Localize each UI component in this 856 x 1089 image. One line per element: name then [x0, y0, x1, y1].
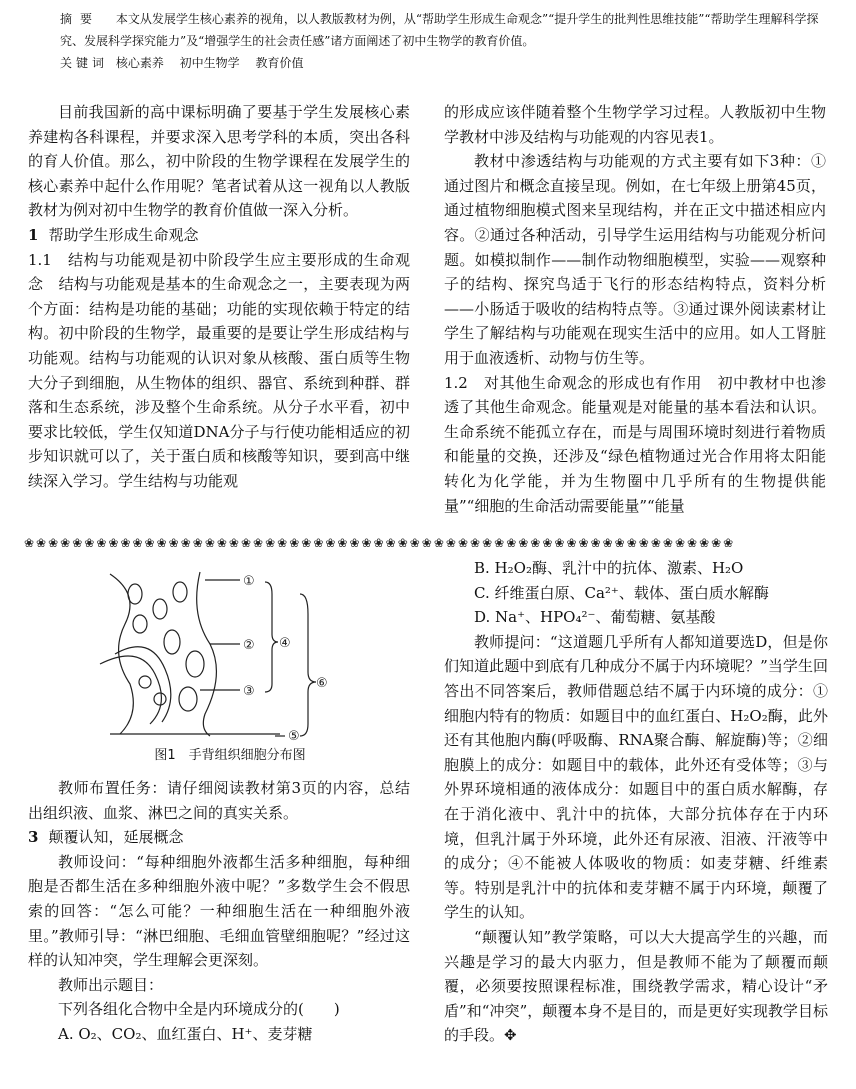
option-c: C. 纤维蛋白原、Ca²⁺、载体、蛋白质水解酶: [474, 583, 769, 602]
vessel-outline: [100, 656, 161, 724]
section-title: 颠覆认知，延展概念: [48, 828, 184, 847]
paragraph: 的形成应该伴随着整个生物学学习过程。人教版初中生物学教材中涉及结构与功能观的内容见表1。: [444, 103, 826, 146]
section-title: 帮助学生形成生命观念: [48, 225, 199, 244]
bracket: [265, 582, 278, 692]
section-1-heading: [28, 223, 410, 248]
cell: [153, 599, 167, 619]
cell: [139, 676, 151, 688]
intro-paragraph: 目前我国新的高中课标明确了要基于学生发展核心素养建构各科课程，并要求深入思考学科的本质，突出各科的育人价值。那么，初中阶段的生物学课程在发展学生的核心素养中起什么作用呢？笔者试着从这一视角以人教版教材为例对初中生物学的教育价值做一深入分析。: [28, 103, 410, 220]
abstract-text: 本文从发展学生核心素养的视角，以人教版教材为例，从“帮助学生形成生命观念”“提升学生的批判性思维技能”“帮助学生理解科学探究、发展科学探究能力”及“增强学生的社会责任感”诸方面阐述了初中生物学的教育价值。: [60, 12, 819, 48]
paragraph: 教师布置任务：请仔细阅读教材第3页的内容，总结出组织液、血浆、淋巴之间的真实关系。: [28, 779, 410, 822]
tissue-outline: [197, 572, 217, 736]
option-d: D. Na⁺、HPO₄²⁻、葡萄糖、氨基酸: [474, 608, 716, 627]
bottom-right-column: [444, 556, 828, 1048]
option-a: A. O₂、CO₂、血红蛋白、H⁺、麦芽糖: [58, 1024, 313, 1043]
end-mark-icon: ✥: [504, 1026, 517, 1045]
section-number: 1: [28, 225, 39, 244]
keywords-line: [60, 52, 820, 74]
decorative-separator: ❀❀❀❀❀❀❀❀❀❀❀❀❀❀❀❀❀❀❀❀❀❀❀❀❀❀❀❀❀❀❀❀❀❀❀❀❀❀❀❀❀❀❀❀❀❀❀❀❀❀❀❀❀❀❀❀❀❀❀: [24, 536, 736, 550]
figure-label: ⑤: [288, 729, 300, 742]
option-b: B. H₂O₂酶、乳汁中的抗体、激素、H₂O: [474, 559, 744, 577]
figure-label: ⑥: [316, 676, 328, 691]
cell: [128, 584, 142, 604]
paragraph: 教师出示题目：: [58, 975, 164, 994]
cell: [164, 630, 180, 654]
abstract-block: [60, 8, 820, 74]
abstract-line: [60, 8, 820, 52]
keyword: 初中生物学: [179, 56, 240, 70]
section-number: 3: [28, 828, 39, 847]
paragraph: 教师设问：“每种细胞外液都生活多种细胞，每种细胞是否都生活在多种细胞外液中呢？”多数学生会不假思索的回答：“怎么可能？一种细胞生活在一种细胞外液里。”教师引导：“淋巴细胞、毛细血管壁细胞呢？”经过这样的认知冲突，学生理解会更深刻。: [28, 852, 410, 970]
abstract-label: 摘要: [60, 12, 101, 26]
tissue-outline: [110, 574, 133, 734]
cell: [154, 693, 166, 705]
keyword: 教育价值: [255, 56, 304, 70]
figure-label: ④: [279, 636, 291, 651]
section-1-1-paragraph: 1.1 结构与功能观是初中阶段学生应主要形成的生命观念 结构与功能观是基本的生命观念之一，主要表现为两个方面：结构是功能的基础；功能的实现依赖于特定的结构。初中阶段的生物学，最重要的是要让学生形成结构与功能观。结构与功能观的认识对象从核酸、蛋白质等生物大分子到细胞，从生物体的组织、器官、系统到种群、群落和生态系统，涉及整个生命系统。从分子水平看，初中要求比较低，学生仅知道DNA分子与行使功能相适应的初步知识就可以了，关于蛋白质和核酸等知识，要到高中继续深入学习。学生结构与功能观: [28, 250, 410, 490]
question-stem: 下列各组化合物中全是内环境成分的( ): [58, 1000, 340, 1019]
section-3-heading: [28, 825, 410, 850]
keyword: 核心素养: [115, 56, 164, 70]
figure-label: ③: [243, 684, 255, 699]
bottom-left-column: [28, 776, 410, 1047]
cell: [173, 582, 187, 602]
cell: [179, 687, 197, 711]
bracket: [300, 594, 316, 736]
vessel-outline: [115, 647, 171, 722]
keywords-label: 关键词: [60, 56, 109, 70]
figure-label: ①: [243, 574, 255, 589]
top-left-column: [28, 100, 410, 494]
paragraph: [444, 925, 828, 1048]
cell: [133, 615, 147, 633]
figure-label: ②: [243, 638, 255, 653]
figure-caption: 图1 手背组织细胞分布图: [154, 748, 306, 763]
cell: [186, 651, 204, 677]
top-right-column: [444, 100, 826, 518]
paragraph: 教材中渗透结构与功能观的方式主要有如下3种：①通过图片和概念直接呈现。例如，在七年级上册第45页，通过植物细胞模式图来呈现结构，并在正文中描述相应内容。②通过各种活动，引导学生运用结构与功能观分析问题。如模拟制作——制作动物细胞模型，实验——观察种子的结构、探究鸟适于飞行的形态结构特点，资料分析——小肠适于吸收的结构特点等。③通过课外阅读素材让学生了解结构与功能观在现实生活中的应用。如人工肾脏用于血液透析、动物与仿生等。: [444, 152, 826, 367]
paragraph-text: “颠覆认知”教学策略，可以大大提高学生的兴趣，而兴趣是学习的最大内驱力，但是教师不能为了颠覆而颠覆，必须要按照课程标准，围绕教学需求，精心设计“矛盾”和“冲突”，颠覆本身不是目的，而是更好实现教学目标的手段。: [444, 927, 828, 1045]
tissue-figure: [80, 564, 380, 742]
paragraph: 教师提问：“这道题几乎所有人都知道要选D，但是你们知道此题中到底有几种成分不属于内环境呢？”当学生回答出不同答案后，教师借题总结不属于内环境的成分：①细胞内特有的物质：如题目中的血红蛋白、H₂O₂酶，此外还有其他胞内酶(呼吸酶、RNA聚合酶、解旋酶)等；②细胞膜上的成分：如题目中的载体，此外还有受体等；③与外界环境相通的液体成分：如题目中的蛋白质水解酶，存在于消化液中、乳汁中的抗体，大部分抗体存在于内环境，但乳汁属于外环境，此外还有尿液、泪液、汗液等中的成分；④不能被人体吸收的物质：如麦芽糖、纤维素等。特别是乳汁中的抗体和麦芽糖不属于内环境，颠覆了学生的认知。: [444, 632, 828, 922]
section-1-2-paragraph: 1.2 对其他生命观念的形成也有作用 初中教材中也渗透了其他生命观念。能量观是对能量的基本看法和认识。生命系统不能孤立存在，而是与周围环境时刻进行着物质和能量的交换，还涉及“绿色植物通过光合作用将太阳能转化为化学能，并为生物圈中几乎所有的生物提供能量”“细胞的生命活动需要能量”“能量: [444, 373, 826, 515]
